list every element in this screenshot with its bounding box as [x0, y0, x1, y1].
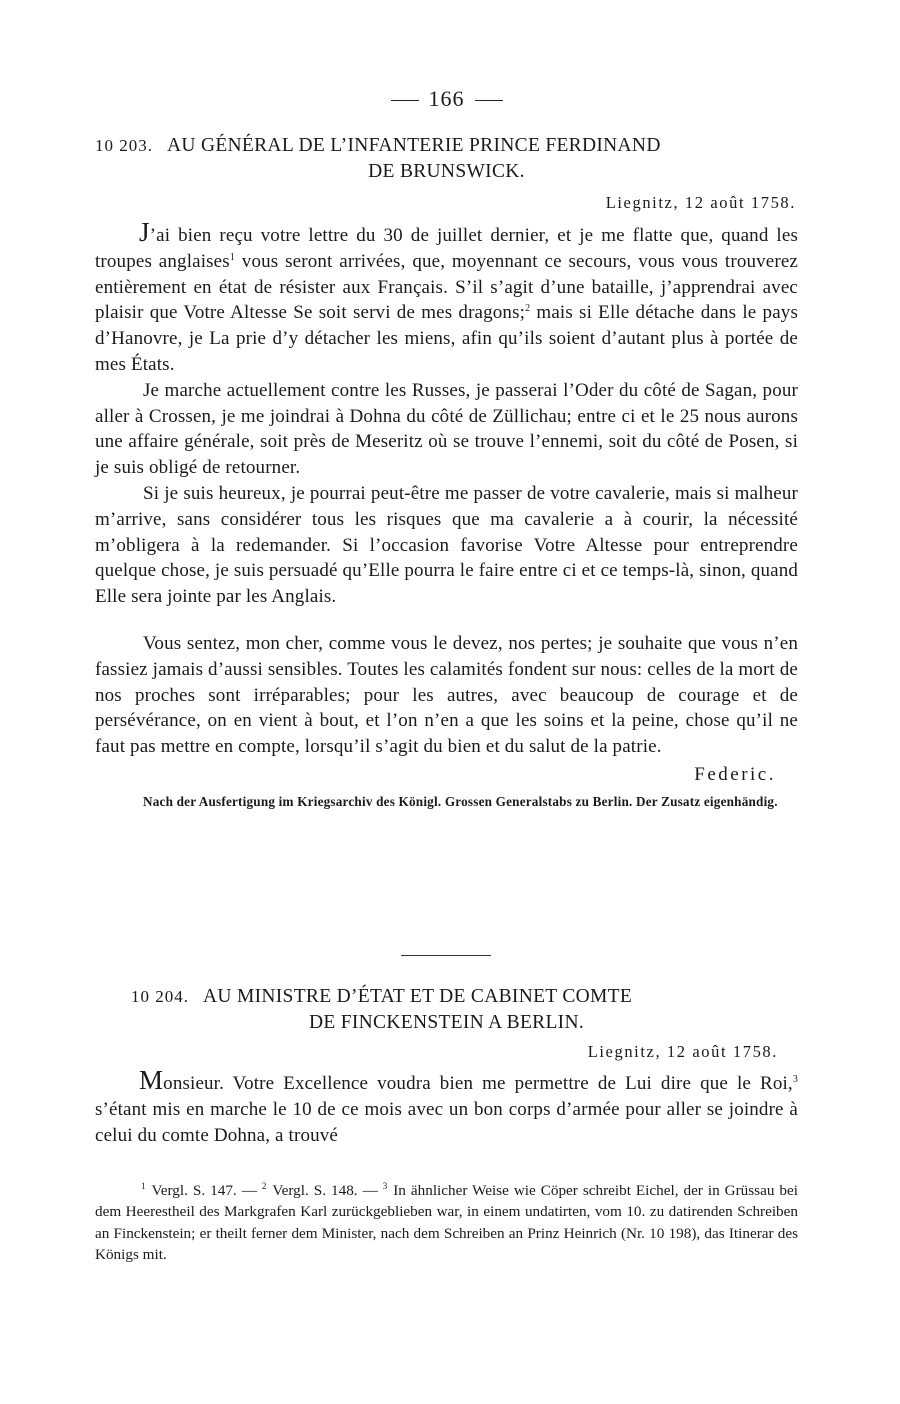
- dateline: Liegnitz, 12 août 1758.: [605, 193, 796, 212]
- drop-cap: J: [139, 217, 150, 247]
- paragraph: Si je suis heureux, je pourrai peut-être me passer de votre cavalerie, mais si malheur m’arrive, sans considérer tous les risques que ma cavalerie a à courir, la nécessité m’obligera à la redemander. Si l’occasion favorise Votre Altesse pour entreprendre quelque chose, je suis persuadé qu’Elle pourra le faire entre ci et ce temps-là, sinon, quand Elle sera jointe par les Anglais.: [95, 482, 798, 608]
- letter-number: 10 204.: [131, 987, 189, 1006]
- letter-title-line1: AU GÉNÉRAL DE L’INFANTERIE PRINCE FERDINAND: [167, 135, 661, 156]
- paragraph: J’ai bien reçu votre lettre du 30 de juillet dernier, et je me flatte que, quand les troupes anglaises$^1$ vous seront arrivées, que, moyennant ce secours, vous vous trouverez entièrement en état de résister aux Français. S’il s’agit d’une bataille, j’apprendrai avec plaisir que Votre Altesse Se soit servi de mes dragons;$^2$ mais si Elle détache dans le pays d’Hanovre, je La prie d’y détacher les miens, afin qu’ils soient d’autant plus à portée de mes États.: [95, 217, 798, 375]
- letter-title-line2: DE BRUNSWICK.: [368, 161, 525, 182]
- footnote-ref: 2: [525, 303, 531, 315]
- section-divider: [401, 955, 491, 956]
- dash-left: [391, 100, 419, 101]
- paragraph: Monsieur. Votre Excellence voudra bien me permettre de Lui dire que le Roi,$^3$ s’étant mis en marche le 10 de ce mois avec un bon corps d’armée pour aller se joindre à celui du comte Dohna, a trouvé: [95, 1065, 798, 1146]
- letter-10204: [95, 984, 798, 1148]
- letter-body: [95, 1067, 798, 1148]
- footnote-ref: 3: [792, 1074, 798, 1085]
- signature: Federic.: [694, 763, 776, 785]
- letter-number: 10 203.: [95, 136, 153, 155]
- source-note: Nach der Ausfertigung im Kriegsarchiv des Königl. Grossen Generalstabs zu Berlin. Der Zusatz eigenhändig.: [143, 793, 778, 809]
- letter-title-line2: DE FINCKENSTEIN A BERLIN.: [308, 1012, 585, 1033]
- letter-10203: [95, 133, 798, 811]
- drop-cap: M: [139, 1065, 164, 1095]
- paragraph: Je marche actuellement contre les Russes, je passerai l’Oder du côté de Sagan, pour aller à Crossen, je me joindrai à Dohna du côté de Züllichau; entre ci et le 25 nous aurons une affaire générale, soit près de Meseritz où se trouve l’ennemi, soit du côté de Posen, si je suis obligé de retourner.: [95, 379, 798, 479]
- footnote-ref: 1: [229, 251, 235, 263]
- letter-heading: [95, 984, 798, 1036]
- page-number: 166: [95, 86, 798, 112]
- letter-heading: [95, 133, 798, 185]
- footnotes: [95, 1176, 798, 1266]
- letter-body: [95, 219, 798, 760]
- paragraph: Vous sentez, mon cher, comme vous le devez, nos pertes; je souhaite que vous n’en fassiez jamais d’aussi sensibles. Toutes les calamités fondent sur nous: celles de la mort de nos proches sont irréparables; pour les autres, avec beaucoup de courage et de persévérance, on en vient à bout, et l’on n’en a que les soins et la peine, chose qu’il ne faut pas mettre en compte, lorsqu’il s’agit du bien et du salut de la patrie.: [95, 632, 798, 758]
- letter-title-line1: AU MINISTRE D’ÉTAT ET DE CABINET COMTE: [203, 986, 633, 1007]
- dash-right: [475, 100, 503, 101]
- dateline: Liegnitz, 12 août 1758.: [587, 1042, 778, 1061]
- footnote-block: $^1$ Vergl. S. 147. — $^2$ Vergl. S. 148. — $^3$ In ähnlicher Weise wie Cöper schreibt Eichel, der in Grüssau bei dem Heerestheil des Markgrafen Karl zurückgeblieben war, in einem undatirten, vom 10. zu datirenden Schreiben an Finckenstein; er theilt ferner dem Minister, nach dem Schreiben an Prinz Heinrich (Nr. 10 198), das Itinerar des Königs mit.: [95, 1181, 798, 1264]
